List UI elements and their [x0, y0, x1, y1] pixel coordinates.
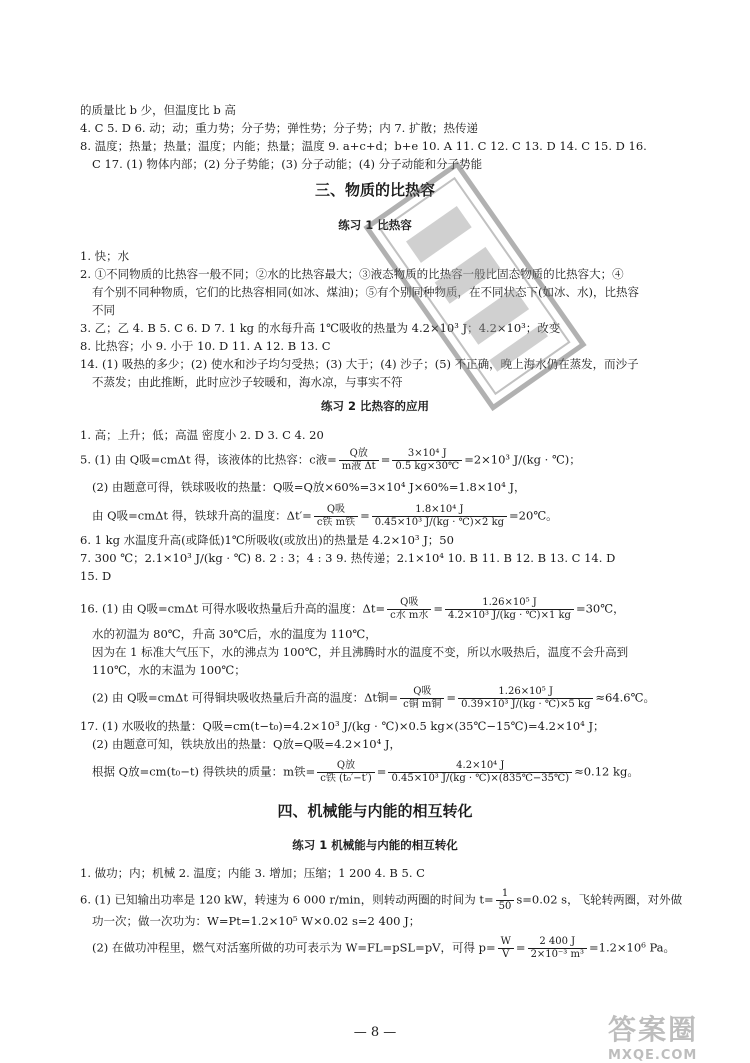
text-line: 8. 比热容；小 9. 小于 10. D 11. A 12. B 13. C — [80, 339, 331, 353]
text-line: 功一次；做一次功为：W=Pt=1.2×10⁵ W×0.02 s=2 400 J； — [92, 914, 421, 928]
text-line: 的质量比 b 少，但温度比 b 高 — [80, 103, 236, 117]
watermark-text: 答案圈 — [608, 1013, 699, 1046]
text-line: 不同 — [92, 303, 115, 317]
exercise-title: 练习 1 比热容 — [338, 218, 412, 232]
exercise-title: 练习 1 机械能与内能的相互转化 — [292, 838, 458, 852]
fraction: $\frac{2 400 J}{\text{2×10⁻³ m³}}$ — [528, 936, 587, 961]
text-line: (2) 由题意可知，铁块放出的热量：Q放=Q吸=4.2×10⁴ J， — [92, 737, 402, 751]
exercise-title: 练习 2 比热容的应用 — [320, 399, 429, 413]
formula-line: 由 Q吸=cmΔt 得，铁球升高的温度：Δt′= $\frac{\text{Q吸}}{\text{c铁 m铁}}$ = $\frac{\text{1.8×10⁴ J}}{\text{0.45×10³ J/(kg · ℃)×2 kg}}$ =20℃。 — [92, 504, 558, 528]
fraction: $\frac{\text{Q吸}}{\text{c铜 m铜}}$ — [400, 686, 444, 711]
formula-line: 16. (1) 由 Q吸=cmΔt 可得水吸收热量后升高的温度：Δt= $\frac{\text{Q吸}}{\text{c水 m水}}$ = $\frac{\text{1.26×10⁵ J}}{\text{4.2×10³ J/(kg · ℃)×1 kg}}$ =30℃， — [80, 597, 625, 621]
text-line: 14. (1) 吸热的多少；(2) 使水和沙子均匀受热；(3) 大于；(4) 沙子；(5) 不正确，晚上海水仍在蒸发，而沙子 — [80, 357, 639, 371]
fraction: $\frac{\text{Q吸}}{\text{c铁 m铁}}$ — [314, 504, 358, 529]
text-line: (2) 由题意可得，铁球吸收的热量：Q吸=Q放×60%=3×10⁴ J×60%=1.8×10⁴ J， — [92, 480, 526, 494]
fraction: $\frac{\text{Q放}}{\text{c铁 (t₀′−t′)}}$ — [317, 760, 375, 785]
text-line: 1. 做功；内；机械 2. 温度；内能 3. 增加；压缩；1 200 4. B 5. C — [80, 866, 425, 880]
text-line: 不蒸发；由此推断，此时应沙子较暖和，海水凉，与事实不符 — [92, 375, 403, 389]
text-line: 17. (1) 水吸收的热量：Q吸=cm(t−t₀)=4.2×10³ J/(kg · ℃)×0.5 kg×(35℃−15℃)=4.2×10⁴ J； — [80, 719, 605, 733]
formula-line: 6. (1) 已知输出功率是 120 kW，转速为 6 000 r/min，则转动两圈的时间为 t= $\frac{1}{50}$ s=0.02 s，飞轮转两圈，对外做 — [80, 888, 683, 912]
fraction: $\frac{\text{1.26×10⁵ J}}{\text{4.2×10³ J/(kg · ℃)×1 kg}}$ — [445, 597, 574, 622]
fraction: $\frac{\text{3×10⁴ J}}{0.5 kg\times 30℃}$ — [392, 448, 462, 473]
fraction: $\frac{\text{Q吸}}{\text{c水 m水}}$ — [387, 597, 431, 622]
text-line: 水的初温为 80℃，升高 30℃后，水的温度为 110℃， — [92, 627, 377, 641]
text-line: 4. C 5. D 6. 动；动；重力势；分子势；弹性势；分子势；内 7. 扩散；热传递 — [80, 121, 478, 135]
section-title: 四、机械能与内能的相互转化 — [277, 802, 473, 820]
watermark-url: MXQE.COM — [608, 1048, 698, 1063]
watermark-logo — [608, 1008, 698, 1063]
text-line: 3. 乙；乙 4. B 5. C 6. D 7. 1 kg 的水每升高 1℃吸收的热量为 4.2×10³ J；4.2×10³；改变 — [80, 321, 561, 335]
text-line: 7. 300 ℃；2.1×10³ J/(kg · ℃) 8. 2 : 3；4 : 3 9. 热传递；2.1×10⁴ 10. B 11. B 12. B 13. C 14. D — [80, 551, 616, 565]
text-line: 8. 温度；热量；热量；温度；内能；热量；温度 9. a+c+d；b+e 10. A 11. C 12. C 13. D 14. C 15. D 16. — [80, 139, 647, 153]
text-line: 110℃，水的末温为 100℃； — [92, 663, 246, 677]
formula-line: (2) 在做功冲程里，燃气对活塞所做的功可表示为 W=FL=pSL=pV，可得 p= $\frac{W}{V}$ = $\frac{2 400 J}{\text{2×10⁻³ m³}}$ =1.2×10⁶ Pa。 — [92, 936, 676, 960]
text-line: 1. 高；上升；低；高温 密度小 2. D 3. C 4. 20 — [80, 428, 324, 442]
section-title: 三、物质的比热容 — [314, 181, 435, 199]
fraction: $\frac{\text{1.8×10⁴ J}}{\text{0.45×10³ J/(kg · ℃)×2 kg}}$ — [372, 504, 507, 529]
text-line: 15. D — [80, 569, 112, 583]
fraction: $\frac{\text{1.26×10⁵ J}}{\text{0.39×10³ J/(kg · ℃)×5 kg}}$ — [458, 686, 593, 711]
text-line: 因为在 1 标准大气压下，水的沸点为 100℃，并且沸腾时水的温度不变，所以水吸热后，温度不会升高到 — [92, 645, 629, 659]
fraction: $\frac{1}{50}$ — [496, 888, 515, 913]
text-line: 有个别不同种物质，它们的比热容相同(如冰、煤油)；⑤有个别同种物质，在不同状态下(如冰、水)，比热容 — [92, 285, 639, 299]
formula-line: 5. (1) 由 Q吸=cmΔt 得，该液体的比热容：c液= $\frac{\text{Q放}}{\text{m液 Δt}}$ = $\frac{\text{3×10⁴ J}}{0.5 kg\times 30℃}$ =2×10³ J/(kg · ℃)； — [80, 448, 581, 472]
page-number: — 8 — — [353, 1025, 397, 1040]
fraction: $\frac{\text{Q放}}{\text{m液 Δt}}$ — [339, 448, 379, 473]
formula-line: (2) 由 Q吸=cmΔt 可得铜块吸收热量后升高的温度：Δt铜= $\frac{\text{Q吸}}{\text{c铜 m铜}}$ = $\frac{\text{1.26×10⁵ J}}{\text{0.39×10³ J/(kg · ℃)×5 kg}}$ ≈64.6℃。 — [92, 686, 655, 710]
fraction: $\frac{W}{V}$ — [498, 936, 514, 961]
text-line: 6. 1 kg 水温度升高(或降低)1℃所吸收(或放出)的热量是 4.2×10³ J；50 — [80, 533, 454, 547]
formula-line: 根据 Q放=cm(t₀−t) 得铁块的质量：m铁= $\frac{\text{Q放}}{\text{c铁 (t₀′−t′)}}$ = $\frac{\text{4.2×10⁴ J}}{\text{0.45×10³ J/(kg · ℃)×(835℃−35℃)}}$ ≈0.12 kg。 — [92, 760, 639, 784]
fraction: $\frac{\text{4.2×10⁴ J}}{\text{0.45×10³ J/(kg · ℃)×(835℃−35℃)}}$ — [388, 760, 572, 785]
text-line: 1. 快；水 — [80, 249, 130, 263]
text-line: 2. ①不同物质的比热容一般不同；②水的比热容最大；③液态物质的比热容一般比固态物质的比热容大；④ — [80, 267, 624, 281]
text-line: C 17. (1) 物体内部；(2) 分子势能；(3) 分子动能；(4) 分子动能和分子势能 — [92, 157, 483, 171]
